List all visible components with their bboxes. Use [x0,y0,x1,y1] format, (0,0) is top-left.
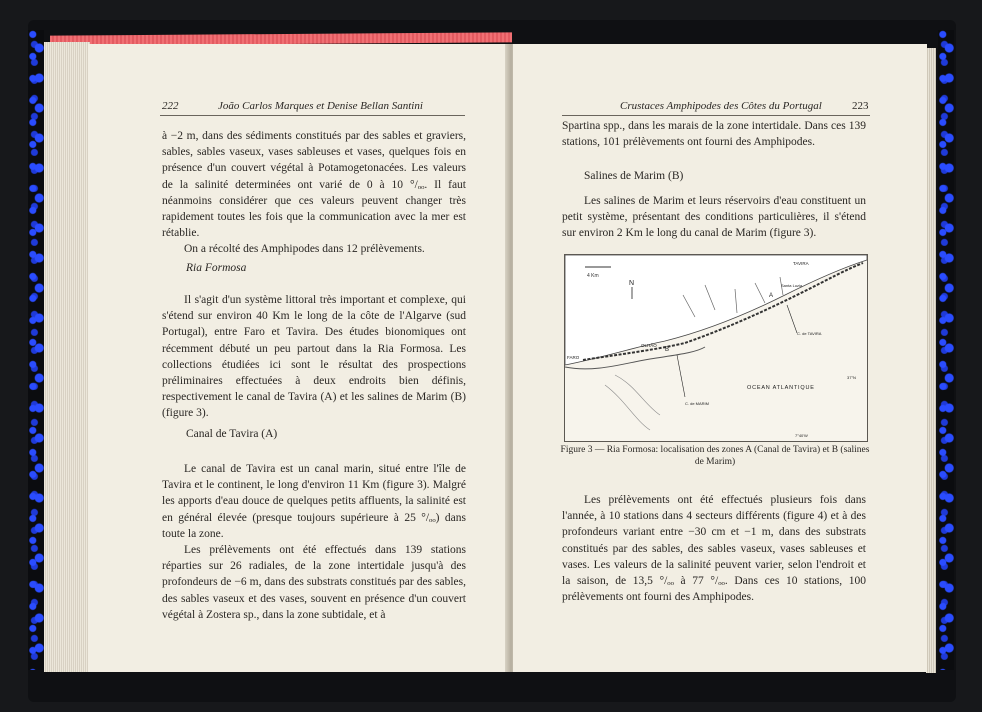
ocean-label: OCEAN ATLANTIQUE [747,385,815,391]
olhao-label: OLHÃO [641,343,657,348]
figure-caption: Figure 3 — Ria Formosa: localisation des zones A (Canal de Tavira) et B (salines de Marim) [560,445,870,467]
canal-marim-label: C. de MARIM [685,401,710,406]
cover-pattern-left [28,30,44,670]
faro-label: FARO [567,355,580,360]
left-intro-block [162,128,466,258]
canal-block [162,461,466,623]
right-header-rule [562,115,870,116]
left-header-rule [160,115,465,116]
right-running-head: Crustaces Amphipodes des Côtes du Portugal [620,100,822,112]
salines-block [562,193,866,242]
left-page-number: 222 [162,100,179,112]
page-stack-right [926,48,936,673]
page-stack-left [44,42,90,672]
figure-3-map [564,254,868,442]
ria-block [162,292,466,422]
heading-ria-formosa: Ria Formosa [186,262,247,274]
results-block [562,492,866,605]
ria-formosa-map [565,255,867,441]
ria-paragraph: Il s'agit d'un système littoral très important et complexe, qui s'étend sur environ 40 Km le long de la côte de l'Algarve (sud Portugal), entre Faro et Tavira. Des études bionomiques ont récemment débuté un peu partout dans la Ria Formosa. Les collections étudiées ici sont le résultat des prospections préliminaires effectuées à deux endroits bien définis, respectivement le canal de Tavira (A) et les salines de Marim (B) (figure 3). [162,294,466,420]
point-b-label: B [665,347,670,353]
results-paragraph: Les prélèvements ont été effectués plusieurs fois dans l'année, à 10 stations dans 4 secteurs différents (figure 4) et à des profondeurs variant entre −30 cm et −1 m, dans des substrats constitués par des sables, des sables vaseux, vases sableuses et vases. Les valeurs de la salinité peuvent varier, selon l'endroit et la saison, de 13,5 °/ₒₒ à 77 °/ₒₒ. Dans ces 10 stations, 100 prélèvements ont fourni des Amphipodes. [562,494,866,604]
tavira-label: TAVIRA [793,261,809,266]
right-intro-block [562,118,866,150]
left-running-head: João Carlos Marques et Denise Bellan Santini [218,100,423,112]
canal-paragraph-2: Les prélèvements ont été effectués dans 139 stations réparties sur 26 radiales, de la zone intertidale jusqu'à des profondeurs de −6 m, dans des substrats constitués par des sables, des sables vaseux et des vases, souvent en présence d'un couvert végétal à Zostera sp., dans la zone subtidale, et à [162,544,466,621]
santa-luzia-label: Santa Luzia [781,283,803,288]
cover-pattern-right [938,30,954,670]
left-intro-paragraph: à −2 m, dans des sédiments constitués par des sables et graviers, sables, sables vaseux, vases sableuses et vases, quelques fois en présence d'un couvert végétal à Potamogetonacées. Les valeurs de la salinité determinées ont varié de 0 à 10 °/ₒₒ. Il faut néanmoins considérer que ces valeurs peuvent changer très rapidement toutes les fois que la communication avec la mer est rétablie. [162,130,466,240]
longitude-label: 7°40'W [795,433,808,438]
north-arrow-label: N [629,280,635,287]
latitude-label: 37°N [847,375,856,380]
canal-paragraph-1: Le canal de Tavira est un canal marin, situé entre l'île de Tavira et le continent, le long d'environ 11 Km (figure 3). Malgré les apports d'eau douce de quelques petits affluents, la salinité est en général élevée (presque toujours supérieure à 25 °/ₒₒ) dans toute la zone. [162,463,466,540]
pointer-marim [677,355,685,397]
mainland-area [565,255,867,365]
right-page-number: 223 [852,100,869,112]
canal-tavira-label: C. de TAVIRA [797,331,822,336]
pointer-tavira [787,305,797,333]
scale-label: 4 Km [587,273,599,279]
salines-paragraph: Les salines de Marim et leurs réservoirs d'eau constituent un petit système, présentant des conditions particulières, il s'étend sur environ 2 Km le long du canal de Marim (figure 3). [562,195,866,240]
heading-salines-marim: Salines de Marim (B) [584,170,684,182]
channels [605,375,660,430]
heading-canal-tavira: Canal de Tavira (A) [186,428,278,440]
right-intro-paragraph: Spartina spp., dans les marais de la zone intertidale. Dans ces 139 stations, 101 prélèvements ont fourni des Amphipodes. [562,120,866,149]
point-a-label: A [769,293,774,299]
left-intro-paragraph-2: On a récolté des Amphipodes dans 12 prélèvements. [184,243,425,256]
